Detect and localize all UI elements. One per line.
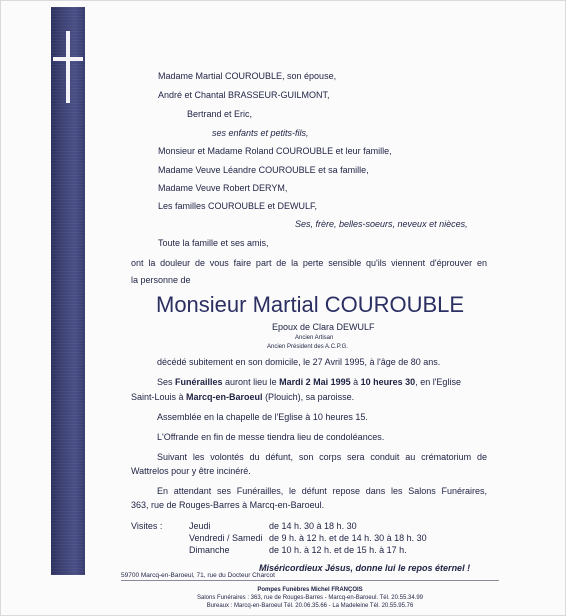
family-line: Madame Martial COUROUBLE, son épouse, <box>158 71 337 81</box>
footer-line: Pompes Funèbres Michel FRANÇOIS <box>257 587 363 593</box>
family-line: Monsieur et Madame Roland COUROUBLE et leur famille, <box>158 146 392 156</box>
cremation-line: Wattrelos pour y être incinéré. <box>131 466 251 476</box>
visit-day: Jeudi <box>189 521 211 531</box>
footer-line: Bureaux : Marcq-en-Baroeul Tél. 20.06.35.66 - La Madeleine Tél. 20.55.95.76 <box>206 603 414 609</box>
visit-day: Vendredi / Samedi <box>189 533 263 543</box>
rest-line: 363, rue de Rouges-Barres à Marcq-en-Baroeul. <box>131 500 325 510</box>
printer-address: 59700 Marcq-en-Baroeul, 71, rue du Docteur Charcot <box>121 572 275 579</box>
announce-line: ont la douleur de vous faire part de la perte sensible qu'ils viennent d'éprouver en <box>131 258 487 268</box>
family-line: Madame Veuve Robert DERYM, <box>158 183 288 193</box>
visit-hours: de 14 h. 30 à 18 h. 30 <box>269 521 357 531</box>
visit-day: Dimanche <box>189 545 230 555</box>
offering-line: L'Offrande en fin de messe tiendra lieu de condoléances. <box>157 432 385 442</box>
role-line: Ancien Artisan <box>295 335 334 341</box>
death-line: décédé subitement en son domicile, le 27 Avril 1995, à l'âge de 80 ans. <box>157 357 441 367</box>
visits-label: Visites : <box>131 521 163 531</box>
cross-icon <box>53 31 83 103</box>
family-line: Les familles COUROUBLE et DEWULF, <box>158 201 318 211</box>
family-line: Bertrand et Eric, <box>187 109 253 119</box>
footer-line: Salons Funéraires : 363, rue de Rouges-Barres - Marcq-en-Baroeul. Tél. 20.55.34.99 <box>196 595 423 601</box>
funeral-line: Ses Funérailles auront lieu le Mardi 2 Mai 1995 à 10 heures 30, en l'Eglise <box>157 377 461 387</box>
role-line: Ancien Président des A.C.P.G. <box>267 344 348 350</box>
assembly-line: Assemblée en la chapelle de l'Eglise à 10 heures 15. <box>157 412 368 422</box>
rest-line: En attendant ses Funérailles, le défunt repose dans les Salons Funéraires, <box>157 486 487 496</box>
deceased-name: Monsieur Martial COUROUBLE <box>156 292 465 317</box>
family-line: André et Chantal BRASSEUR-GUILMONT, <box>158 90 330 100</box>
funeral-line: Saint-Louis à Marcq-en-Baroeul (Plouich), sa paroisse. <box>131 392 355 402</box>
announce-line: la personne de <box>131 275 191 285</box>
family-line: Ses, frère, belles-soeurs, neveux et nièces, <box>295 219 468 229</box>
footer-divider <box>121 580 499 581</box>
family-line: Madame Veuve Léandre COUROUBLE et sa famille, <box>158 165 369 175</box>
family-line: Toute la famille et ses amis, <box>158 238 269 248</box>
closing-prayer: Miséricordieux Jésus, donne lui le repos éternel ! <box>259 563 471 573</box>
visit-hours: de 9 h. à 12 h. et de 14 h. 30 à 18 h. 30 <box>269 533 427 543</box>
visit-hours: de 10 h. à 12 h. et de 15 h. à 17 h. <box>269 545 407 555</box>
spouse-line: Epoux de Clara DEWULF <box>272 322 375 332</box>
cremation-line: Suivant les volontés du défunt, son corps sera conduit au crématorium de <box>157 452 487 462</box>
family-line: ses enfants et petits-fils, <box>212 128 309 138</box>
